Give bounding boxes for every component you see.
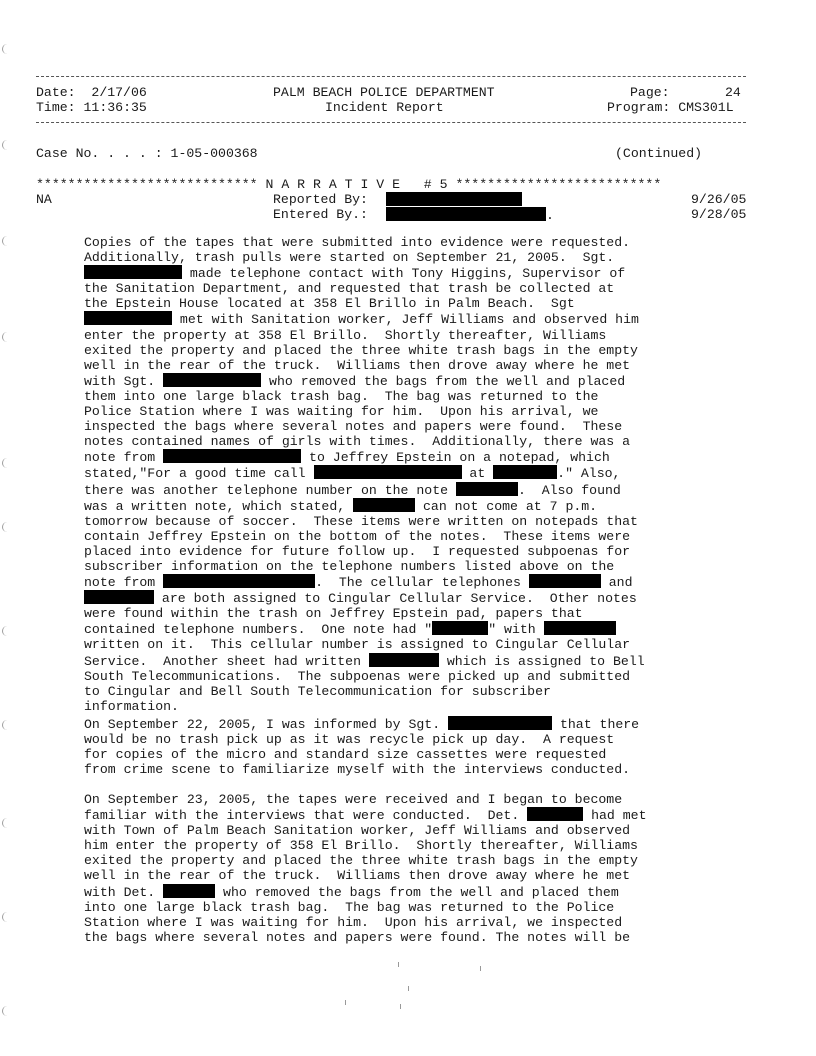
binder-hole-mark — [2, 818, 11, 828]
narrative-text: which is assigned to Bell — [438, 653, 645, 669]
narrative-text: the bags where several notes and papers were found. The notes will be — [84, 929, 631, 945]
binder-hole-mark — [2, 458, 11, 468]
redaction-bar — [84, 265, 182, 279]
narrative-line — [84, 389, 774, 404]
entered-by-redaction — [386, 207, 554, 223]
narrative-line — [84, 807, 774, 823]
program-row — [607, 100, 734, 115]
narrative-text: subscriber information on the telephone numbers listed above on the — [84, 558, 615, 574]
narrative-text: had met — [583, 808, 647, 824]
narrative-text: contain Jeffrey Epstein on the bottom of the notes. These items were — [84, 528, 631, 544]
binder-hole-mark — [2, 236, 11, 246]
time-label: Time: — [36, 100, 76, 115]
narrative-text: would be no trash pick up as it was recycle pick up day. A request — [84, 732, 615, 748]
scan-speck — [408, 986, 409, 991]
redaction-bar — [369, 653, 439, 667]
program-code: CMS301L — [678, 100, 734, 115]
narrative-text: inspected the bags where several notes and papers were found. These — [84, 419, 623, 435]
narrative-line — [84, 311, 774, 327]
narrative-line — [84, 529, 774, 544]
report-time: 11:36:35 — [83, 100, 147, 115]
redaction-bar — [353, 498, 415, 512]
narrative-text: enter the property at 358 El Brillo. Shortly thereafter, Williams — [84, 327, 607, 343]
narrative-line — [84, 868, 774, 883]
narrative-line — [84, 296, 774, 311]
narrative-line — [84, 915, 774, 930]
narrative-text: On September 22, 2005, I was informed by Sgt. — [84, 717, 449, 732]
banner-stars-right: ************************** — [455, 177, 662, 192]
report-type: Incident Report — [325, 100, 444, 115]
narrative-line — [84, 498, 774, 514]
narrative-line — [84, 653, 774, 669]
narrative-line — [84, 732, 774, 747]
narrative-text: Police Station where I was waiting for him. Upon his arrival, we — [84, 404, 599, 420]
redaction-bar — [456, 482, 518, 496]
binder-hole-mark — [2, 522, 11, 532]
reported-by-label: Reported By: — [273, 192, 368, 207]
narrative-line — [84, 419, 774, 434]
narrative-text: to Jeffrey Epstein on a notepad, which — [301, 450, 610, 466]
narrative-text: . The cellular telephones — [315, 575, 529, 591]
narrative-text: Service. Another sheet had written — [84, 653, 369, 669]
narrative-text: there was another telephone number on the note — [84, 482, 456, 498]
narrative-text: can not come at 7 p.m. — [415, 498, 598, 514]
narrative-line — [84, 404, 774, 419]
narrative-line — [84, 559, 774, 574]
narrative-text: and — [600, 575, 633, 591]
narrative-text: into one large black trash bag. The bag was returned to the Police — [84, 899, 615, 915]
narrative-line — [84, 343, 774, 358]
narrative-line — [84, 590, 774, 606]
narrative-text: were found within the trash on Jeffrey Epstein pad, papers that — [84, 606, 583, 622]
narrative-text: with Town of Palm Beach Sanitation worker, Jeff Williams and observed — [84, 823, 631, 839]
narrative-paragraph-1 — [84, 235, 774, 714]
narrative-line — [84, 621, 774, 637]
reported-date: 9/26/05 — [691, 192, 747, 207]
narrative-text: was a written note, which stated, — [84, 498, 354, 514]
narrative-line — [84, 544, 774, 559]
narrative-text: exited the property and placed the three white trash bags in the empty — [84, 853, 638, 869]
redaction-bar — [544, 621, 616, 635]
narrative-line — [84, 930, 774, 945]
narrative-text: tomorrow because of soccer. These items were written on notepads that — [84, 513, 638, 529]
narrative-text: placed into evidence for future follow up. I requested subpoenas for — [84, 543, 631, 559]
narrative-text: are both assigned to Cingular Cellular Service. Other notes — [154, 591, 637, 607]
redaction-bar — [448, 716, 552, 730]
continued-label: (Continued) — [615, 146, 703, 161]
narrative-line — [84, 900, 774, 915]
narrative-text: On September 23, 2005, the tapes were received and I began to become — [84, 792, 623, 807]
page-label: Page: — [630, 85, 670, 100]
narrative-text: Station where I was waiting for him. Upon his arrival, we inspected — [84, 914, 623, 930]
narrative-line — [84, 250, 774, 265]
narrative-text: ." Also, — [557, 466, 621, 482]
redaction-bar — [527, 807, 583, 821]
redaction-bar — [84, 311, 172, 325]
narrative-text: met with Sanitation worker, Jeff Williams and observed him — [172, 312, 639, 328]
report-date: 2/17/06 — [91, 85, 147, 100]
redaction-bar — [163, 449, 301, 463]
narrative-line — [84, 716, 774, 732]
narrative-line — [84, 235, 774, 250]
narrative-line — [84, 838, 774, 853]
narrative-text: with Det. — [84, 884, 164, 900]
date-label: Date: — [36, 85, 76, 100]
narrative-line — [84, 823, 774, 838]
narrative-text: contained telephone numbers. One note had " — [84, 622, 433, 638]
program-label: Program: — [607, 100, 671, 115]
narrative-line — [84, 482, 774, 498]
narrative-text: from crime scene to familiarize myself with the interviews conducted. — [84, 762, 631, 778]
redaction-bar — [163, 373, 261, 387]
narrative-text: them into one large black trash bag. The bag was returned to the — [84, 388, 599, 404]
binder-hole-mark — [2, 1006, 11, 1016]
narrative-text: made telephone contact with Tony Higgins, Supervisor of — [182, 266, 626, 282]
narrative-line — [84, 265, 774, 281]
narrative-line — [84, 465, 774, 481]
narrative-text: South Telecommunications. The subpoenas were picked up and submitted — [84, 668, 631, 684]
narrative-text: note from — [84, 575, 164, 591]
page-number: 24 — [724, 85, 741, 100]
narrative-line — [84, 328, 774, 343]
narrative-line — [84, 684, 774, 699]
narrative-line — [84, 281, 774, 296]
narrative-text: for copies of the micro and standard size cassettes were requested — [84, 747, 607, 763]
redaction-bar — [163, 884, 215, 898]
narrative-text: with Sgt. — [84, 373, 164, 389]
redaction-bar — [493, 465, 557, 479]
narrative-line — [84, 762, 774, 777]
narrative-paragraph-3 — [84, 792, 774, 945]
narrative-line — [84, 853, 774, 868]
narrative-text: stated,"For a good time call — [84, 466, 314, 482]
redaction-bar — [314, 465, 462, 479]
narrative-text: him enter the property of 358 El Brillo. Shortly thereafter, Williams — [84, 838, 638, 854]
narrative-text: that there — [552, 717, 640, 732]
narrative-text: notes contained names of girls with times. Additionally, there was a — [84, 434, 631, 450]
narrative-line — [84, 669, 774, 684]
narrative-text: at — [461, 466, 494, 482]
narrative-line — [84, 373, 774, 389]
header-bottom-rule — [36, 122, 746, 123]
redaction-bar — [84, 590, 154, 604]
narrative-text: to Cingular and Bell South Telecommunication for subscriber — [84, 683, 551, 699]
binder-hole-mark — [2, 44, 11, 54]
binder-hole-mark — [2, 912, 11, 922]
header-top-rule — [36, 76, 746, 77]
binder-hole-mark — [2, 626, 11, 636]
entered-by-suffix: . — [546, 208, 554, 223]
reported-by-redaction — [386, 192, 522, 208]
narrative-text: Additionally, trash pulls were started on September 21, 2005. Sgt. — [84, 250, 615, 266]
narrative-text: " with — [488, 622, 544, 638]
narrative-text: Copies of the tapes that were submitted into evidence were requested. — [84, 235, 631, 250]
narrative-line — [84, 637, 774, 652]
banner-stars-left: **************************** — [36, 177, 258, 192]
narrative-line — [84, 606, 774, 621]
case-number: 1-05-000368 — [170, 146, 258, 161]
case-label: Case No. . . . : — [36, 146, 163, 161]
binder-hole-mark — [2, 720, 11, 730]
narrative-paragraph-2 — [84, 716, 774, 777]
narrative-text: the Sanitation Department, and requested that trash be collected at — [84, 281, 615, 297]
narrative-banner — [36, 177, 661, 192]
narrative-text: familiar with the interviews that were conducted. Det. — [84, 808, 528, 824]
entered-by-label: Entered By.: — [273, 207, 368, 222]
narrative-text: well in the rear of the truck. Williams then drove away where he met — [84, 868, 631, 884]
narrative-line — [84, 449, 774, 465]
narrative-line — [84, 434, 774, 449]
scan-speck — [400, 1004, 401, 1009]
narrative-line — [84, 792, 774, 807]
entered-date: 9/28/05 — [691, 207, 747, 222]
narrative-text: who removed the bags from the well and placed — [261, 373, 626, 389]
narrative-line — [84, 884, 774, 900]
case-row — [36, 146, 258, 161]
scan-speck — [345, 1000, 346, 1005]
scan-speck — [398, 962, 399, 967]
time-row — [36, 100, 147, 115]
narrative-code: NA — [36, 192, 52, 207]
date-row — [36, 85, 147, 100]
redaction-bar — [432, 621, 488, 635]
narrative-line — [84, 699, 774, 714]
narrative-text: well in the rear of the truck. Williams then drove away where he met — [84, 357, 631, 373]
narrative-text: information. — [84, 698, 179, 714]
narrative-text: who removed the bags from the well and placed them — [215, 884, 619, 900]
page-row — [630, 85, 741, 100]
narrative-text: . Also found — [517, 482, 621, 498]
narrative-text: the Epstein House located at 358 El Brillo in Palm Beach. Sgt — [84, 296, 575, 312]
redaction-bar — [529, 574, 601, 588]
scan-speck — [480, 966, 481, 971]
narrative-line — [84, 574, 774, 590]
department-name: PALM BEACH POLICE DEPARTMENT — [273, 85, 495, 100]
narrative-line — [84, 358, 774, 373]
narrative-text: exited the property and placed the three white trash bags in the empty — [84, 342, 638, 358]
narrative-line — [84, 747, 774, 762]
narrative-text: written on it. This cellular number is assigned to Cingular Cellular — [84, 637, 631, 653]
narrative-title: N A R R A T I V E # 5 — [265, 177, 448, 192]
narrative-line — [84, 514, 774, 529]
binder-hole-mark — [2, 332, 11, 342]
binder-hole-mark — [2, 140, 11, 150]
redaction-bar — [163, 574, 315, 588]
narrative-text: note from — [84, 450, 164, 466]
